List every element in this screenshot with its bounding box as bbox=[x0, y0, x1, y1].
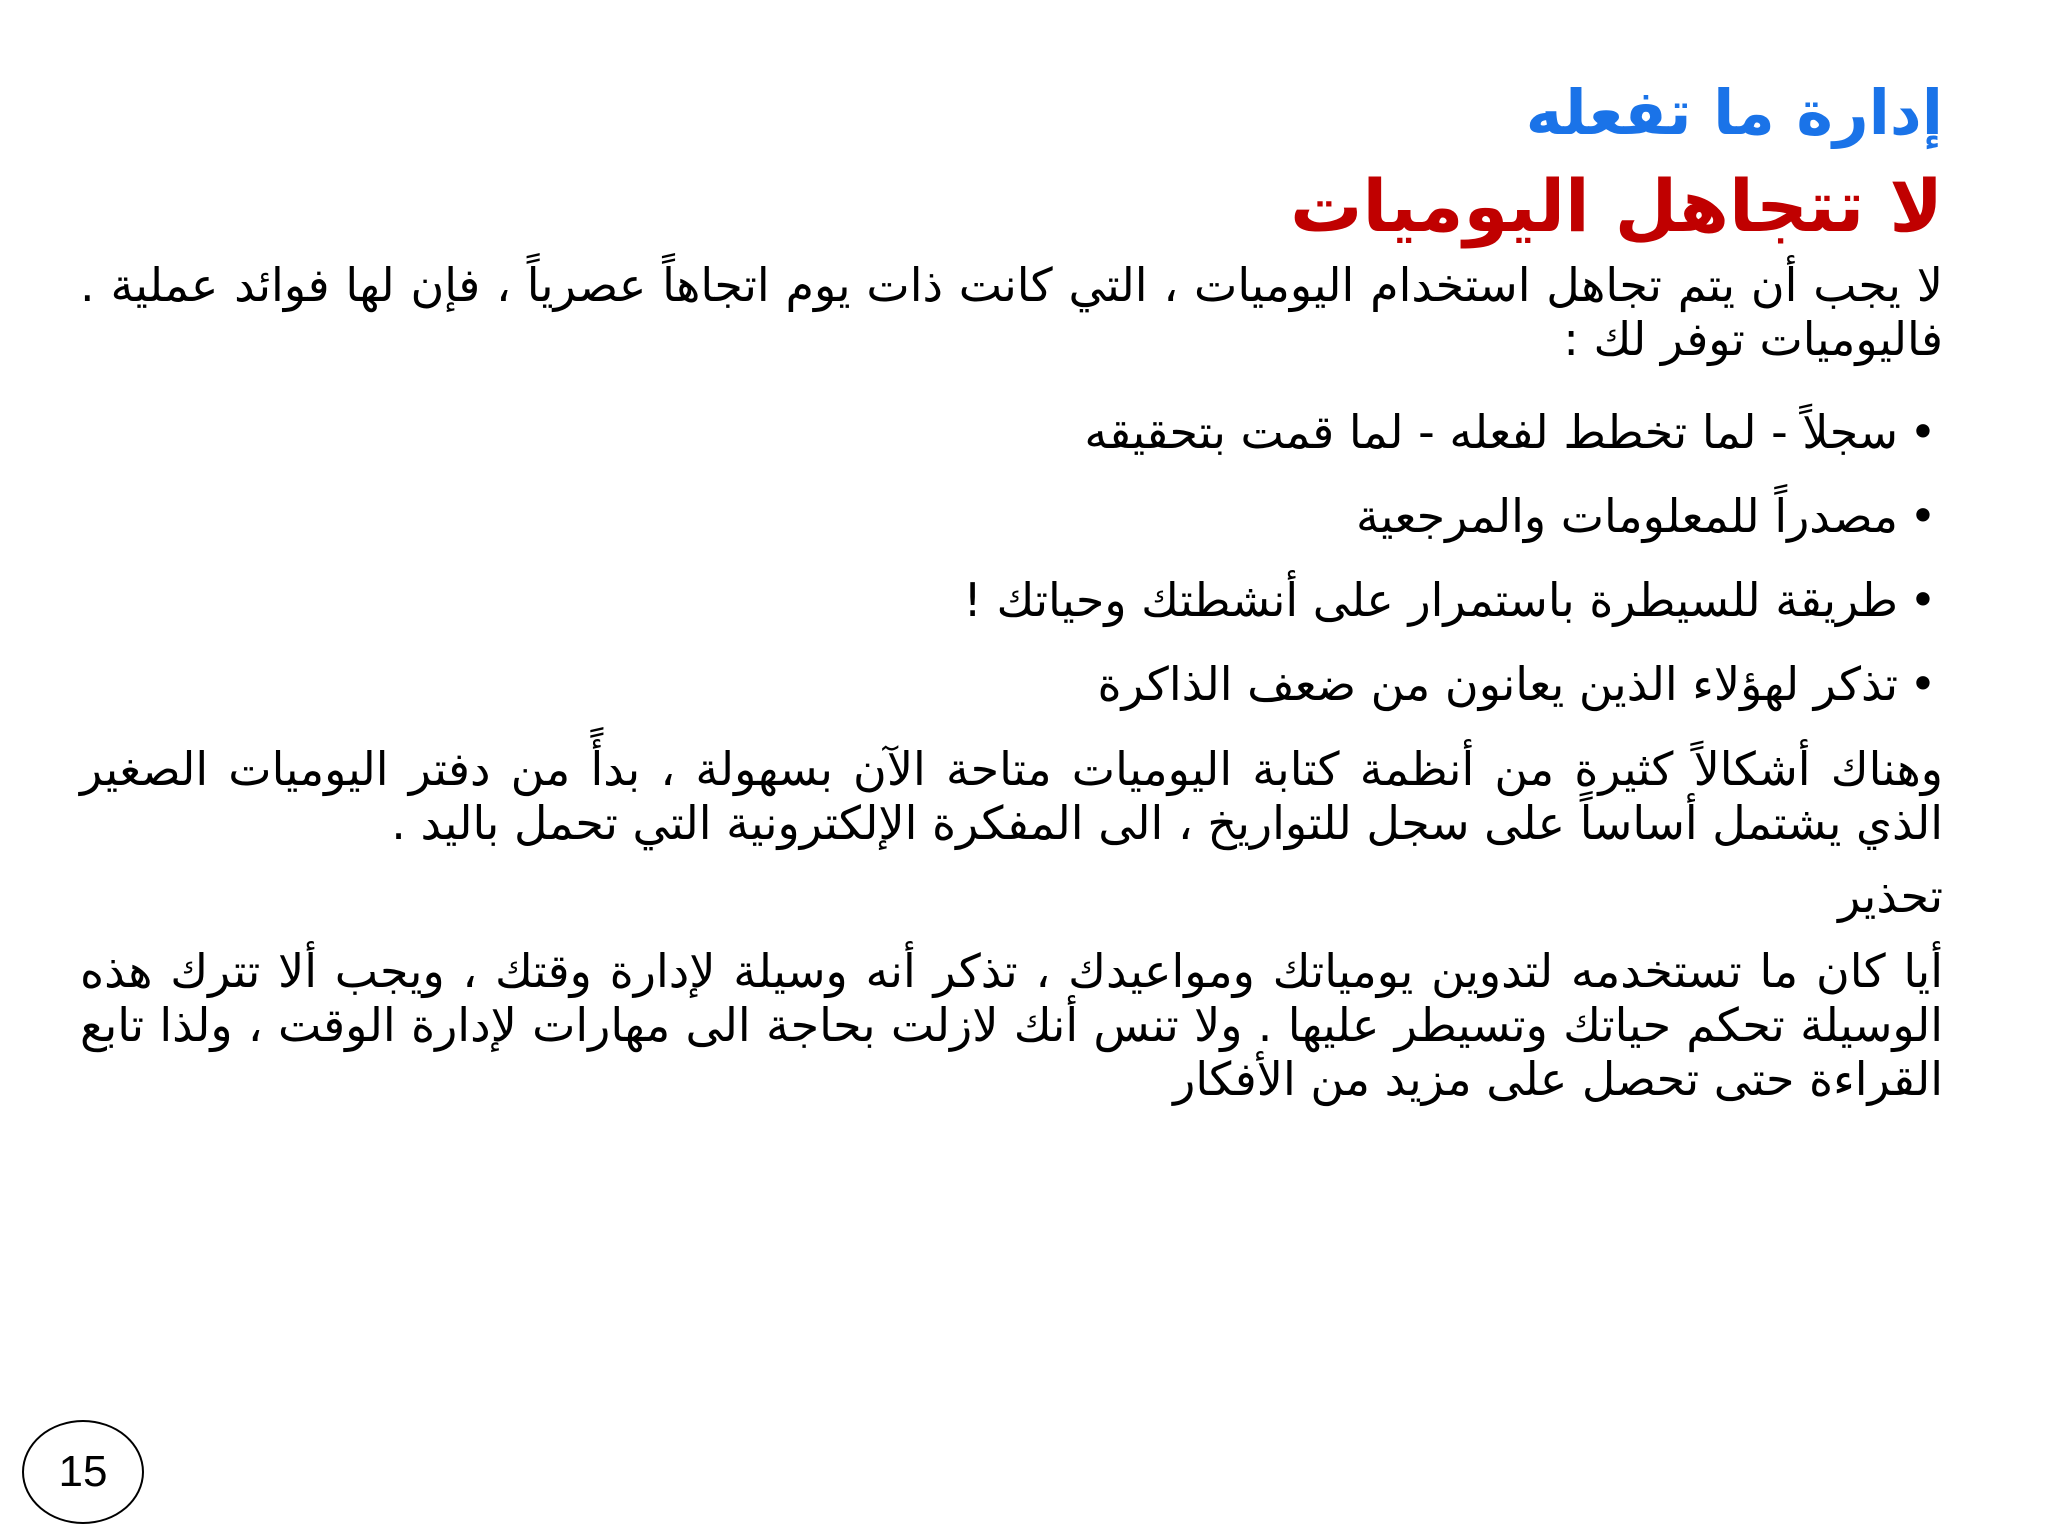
bullet-text: سجلاً - لما تخطط لفعله - لما قمت بتحقيقه bbox=[1084, 405, 1898, 459]
intro-paragraph: لا يجب أن يتم تجاهل استخدام اليوميات ، التي كانت ذات يوم اتجاهاً عصرياً ، فإن لها فوائد عملية . فاليوميات توفر لك : bbox=[80, 258, 1943, 366]
bullet-icon: • bbox=[1909, 489, 1937, 543]
warning-paragraph: أيا كان ما تستخدمه لتدوين يومياتك ومواعيدك ، تذكر أنه وسيلة لإدارة وقتك ، ويجب ألا تترك هذه الوسيلة تحكم حياتك وتسيطر عليها . ولا تنس أنك لازلت بحاجة الى مهارات لإدارة الوقت ، ولذا تابع القراءة حتى تحصل على مزيد من الأفكار bbox=[80, 944, 1943, 1106]
page-number: 15 bbox=[58, 1447, 108, 1496]
page-number-badge bbox=[22, 1420, 144, 1524]
bullet-item bbox=[80, 558, 1943, 642]
bullet-text: تذكر لهؤلاء الذين يعانون من ضعف الذاكرة bbox=[1097, 657, 1898, 711]
main-title: لا تتجاهل اليوميات bbox=[1290, 164, 1943, 248]
bullet-icon: • bbox=[1909, 405, 1937, 459]
warning-heading: تحذير bbox=[1838, 869, 1943, 923]
section-title: إدارة ما تفعله bbox=[1525, 76, 1943, 149]
slide-content bbox=[80, 70, 1943, 1106]
bullet-text: طريقة للسيطرة باستمرار على أنشطتك وحياتك ! bbox=[963, 573, 1898, 627]
bullet-text: مصدراً للمعلومات والمرجعية bbox=[1355, 489, 1898, 543]
bullet-item bbox=[80, 642, 1943, 726]
bullet-icon: • bbox=[1909, 573, 1937, 627]
systems-paragraph: وهناك أشكالاً كثيرة من أنظمة كتابة اليوميات متاحة الآن بسهولة ، بدأً من دفتر اليوميات الصغير الذي يشتمل أساساً على سجل للتواريخ ، الى المفكرة الإلكترونية التي تحمل باليد . bbox=[80, 742, 1943, 850]
bullet-item bbox=[80, 474, 1943, 558]
bullet-icon: • bbox=[1909, 657, 1937, 711]
bullet-item bbox=[80, 390, 1943, 474]
bullet-list bbox=[80, 390, 1943, 726]
